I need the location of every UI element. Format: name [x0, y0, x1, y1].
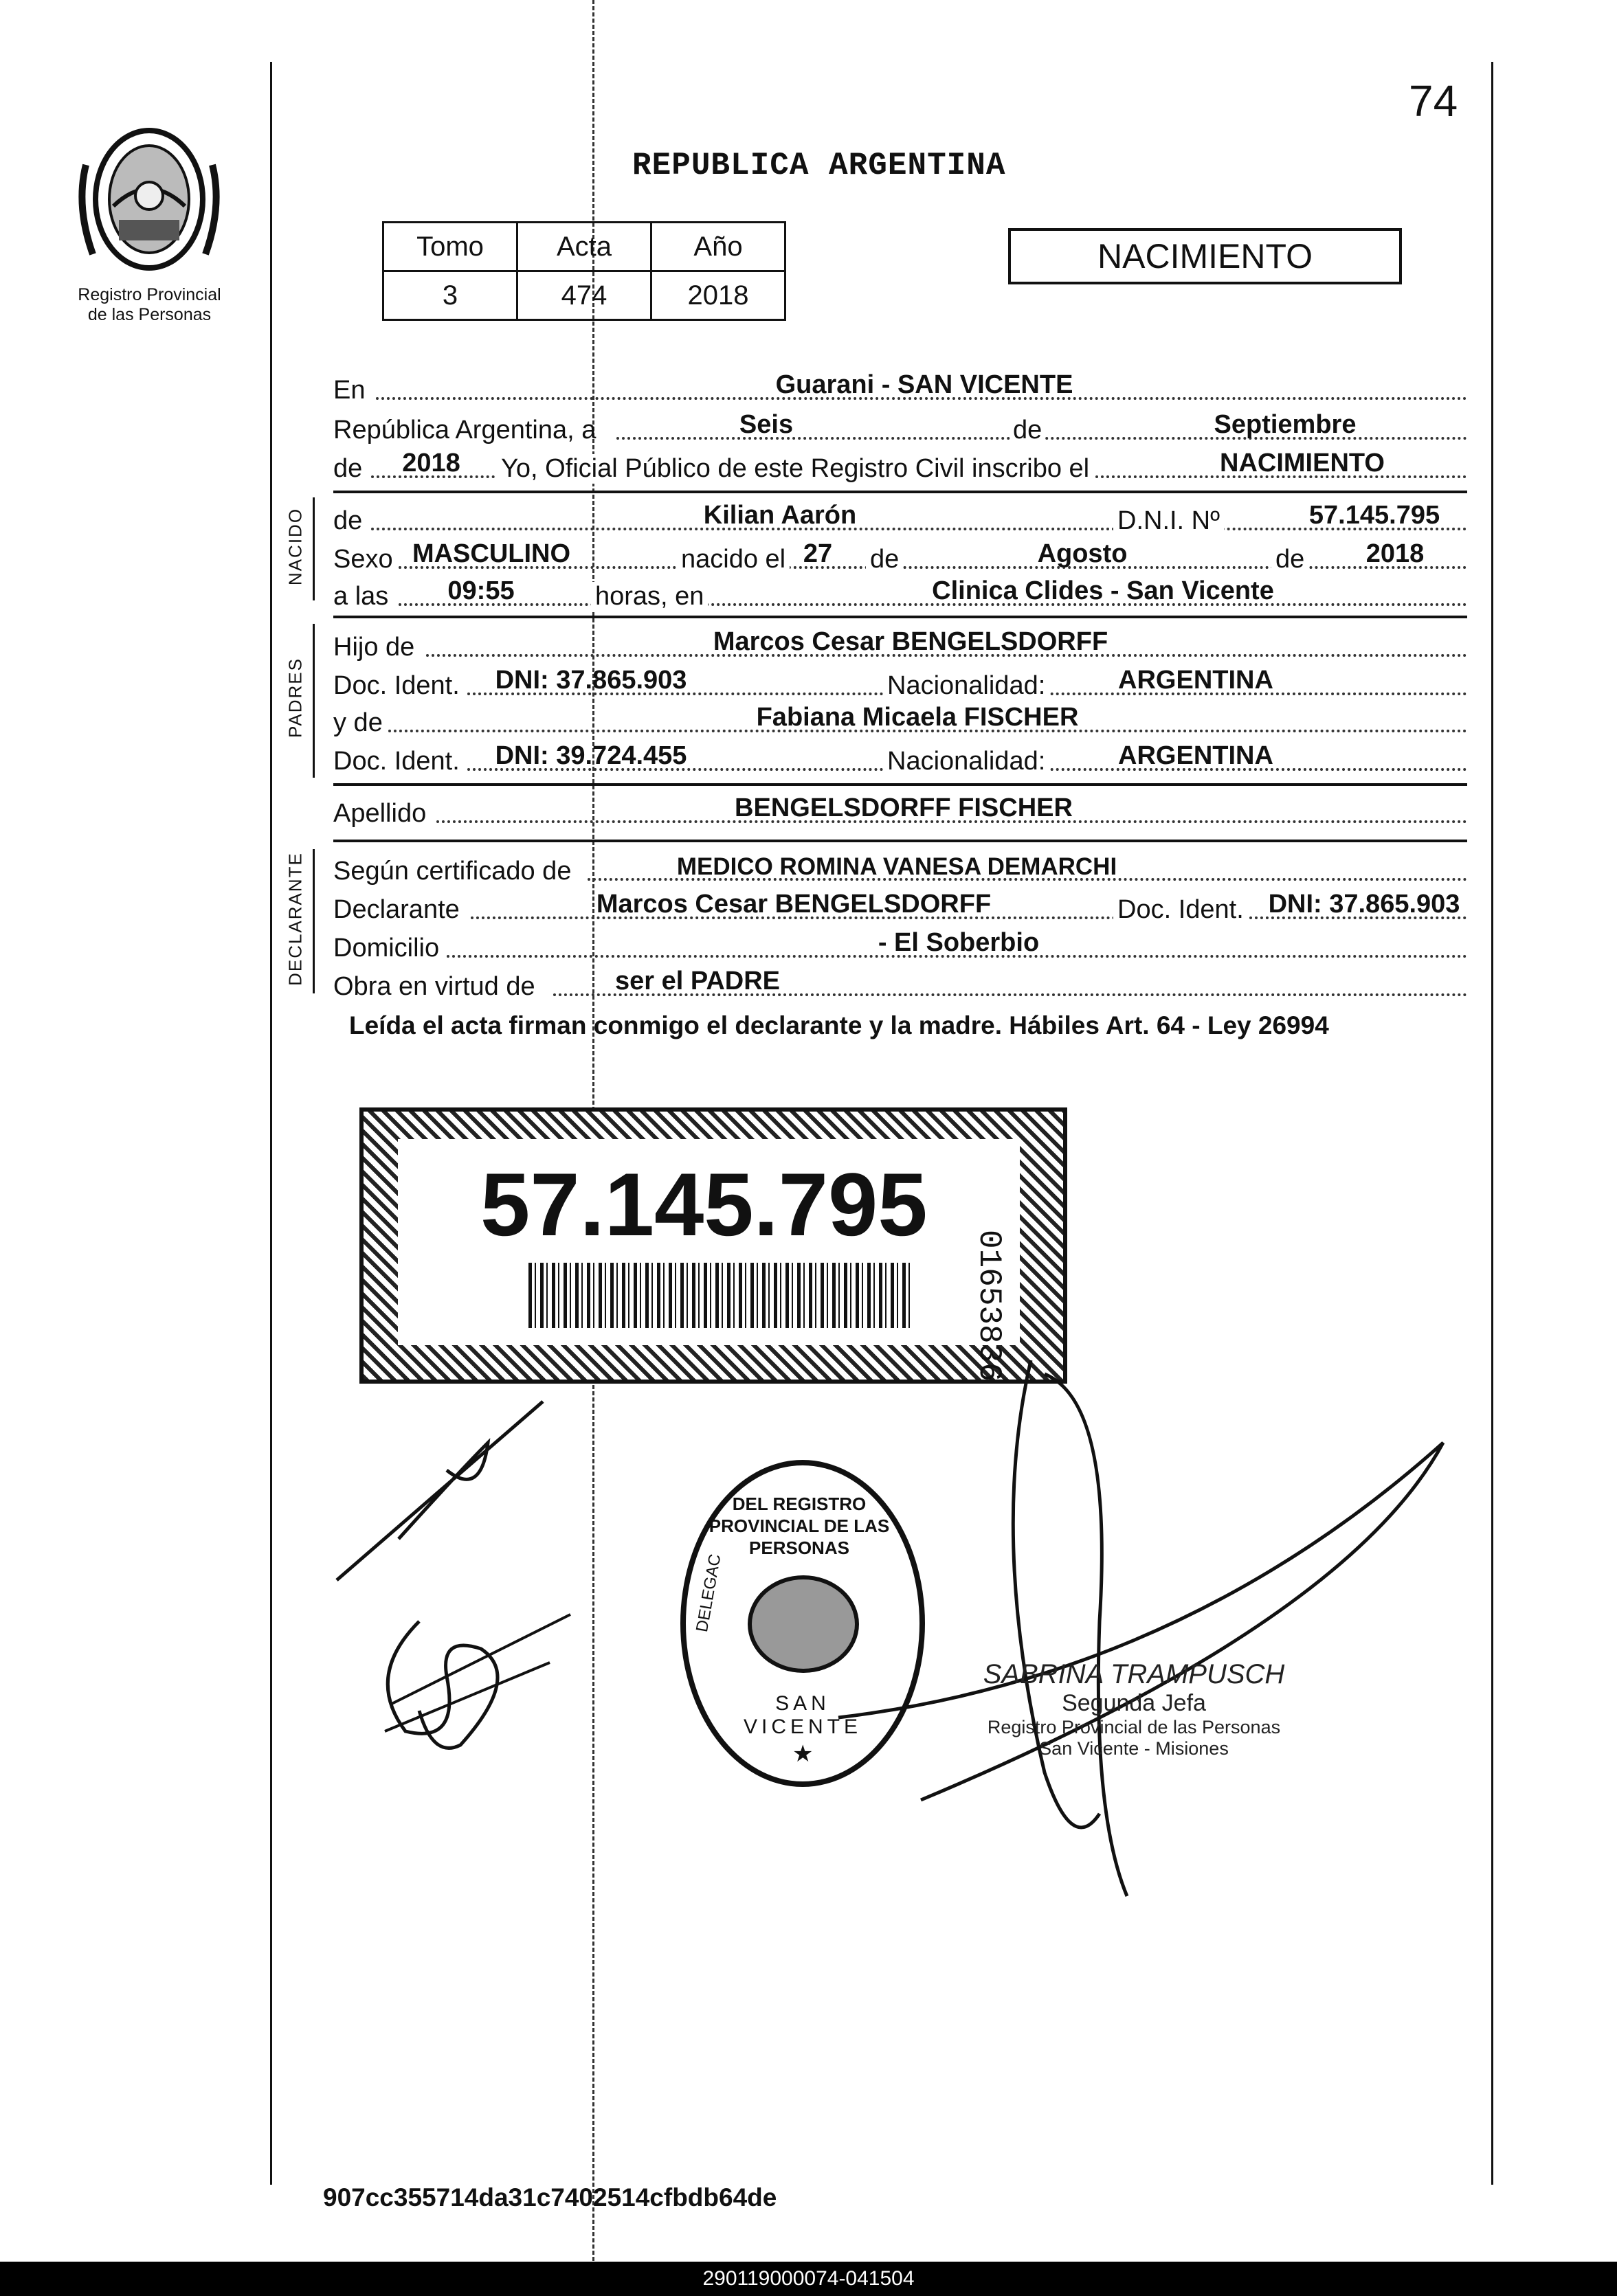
line-nombre [333, 496, 1467, 536]
a-las-label: a las [333, 582, 389, 611]
line-obra [333, 962, 1467, 1002]
line-apellido [333, 789, 1467, 829]
section-rule [333, 616, 1467, 618]
line-declarante [333, 885, 1467, 925]
line-certificado [333, 846, 1467, 886]
seal-star-icon: ★ [792, 1741, 814, 1767]
de-label: de [866, 545, 903, 574]
republica-label: República Argentina, a [333, 416, 596, 444]
dni-label: D.N.I. Nº [1113, 506, 1224, 536]
line-sexo [333, 534, 1467, 574]
line-en [333, 365, 1467, 405]
left-margin-line [270, 62, 272, 2185]
footer-code: 290119000074-041504 [0, 2262, 1617, 2296]
tipo-value: NACIMIENTO [1220, 449, 1385, 477]
hora-value: 09:55 [447, 576, 515, 605]
declarante-sidebar [313, 849, 315, 993]
nombre-value: Kilian Aarón [703, 501, 857, 530]
nacido-section-label: NACIDO [285, 507, 306, 586]
seal-emblem-icon [748, 1575, 859, 1673]
line-hijo-de [333, 622, 1467, 662]
sexo-label: Sexo [333, 545, 393, 574]
seal-center-text: SAN VICENTE [743, 1692, 862, 1738]
decl-doc-value: DNI: 37.865.903 [1268, 890, 1460, 919]
logo-caption-1: Registro Provincial [78, 285, 221, 304]
padre-doc-value: DNI: 37.865.903 [495, 666, 687, 695]
line-domicilio [333, 923, 1467, 963]
cert-label: Según certificado de [333, 857, 572, 886]
dia-value: 27 [803, 539, 833, 568]
obra-label: Obra en virtud de [333, 972, 535, 1001]
line-hora [333, 572, 1467, 611]
dom-value: - El Soberbio [878, 928, 1040, 957]
acta-header: Acta [517, 223, 651, 271]
record-table [382, 221, 786, 321]
lugar-value: Clinica Clides - San Vicente [932, 576, 1274, 605]
mes-value: Septiembre [1214, 410, 1357, 439]
anio-value: 2018 [402, 449, 460, 477]
en-label: En [333, 376, 366, 405]
section-rule [333, 840, 1467, 842]
apellido-value: BENGELSDORFF FISCHER [735, 794, 1073, 822]
dni-value: 57.145.795 [1308, 501, 1440, 530]
closing-text: Leída el acta firman conmigo el declarante y la madre. Hábiles Art. 64 - Ley 26994 [349, 1011, 1329, 1039]
tomo-header: Tomo [383, 223, 517, 271]
decl-label: Declarante [333, 895, 460, 924]
cert-value: MEDICO ROMINA VANESA DEMARCHI [676, 853, 1117, 880]
id-number: 57.145.795 [480, 1154, 928, 1254]
de-label: de [333, 506, 363, 535]
seal-left-text: DELEGAC [693, 1553, 725, 1634]
dia-value: Seis [739, 410, 794, 439]
mes-value: Agosto [1037, 539, 1128, 568]
madre-nac-value: ARGENTINA [1118, 741, 1273, 770]
padres-sidebar [313, 624, 315, 778]
madre-doc-value: DNI: 39.724.455 [495, 741, 687, 770]
sexo-value: MASCULINO [412, 539, 571, 568]
official-role: Segunda Jefa [1062, 1690, 1206, 1716]
seal-ring-text: DEL REGISTRO PROVINCIAL DE LAS PERSONAS [709, 1494, 890, 1558]
de-label: de [1271, 545, 1308, 574]
section-rule [333, 491, 1467, 493]
record-type-box: NACIMIENTO [1008, 228, 1402, 284]
line-inscribo [333, 444, 1467, 484]
registry-logo [65, 124, 234, 325]
padres-section-label: PADRES [285, 657, 306, 738]
padre-value: Marcos Cesar BENGELSDORFF [713, 627, 1108, 656]
nac-label: Nacionalidad: [883, 747, 1049, 776]
decl-value: Marcos Cesar BENGELSDORFF [596, 890, 992, 919]
official-place: San Vicente - Misiones [1039, 1738, 1229, 1759]
id-serial: 01653836 [971, 1230, 1007, 1382]
dom-label: Domicilio [333, 934, 440, 963]
nacido-el-label: nacido el [677, 545, 790, 574]
provincia-misiones-emblem-icon [65, 124, 234, 282]
line-republica [333, 405, 1467, 445]
barcode [528, 1263, 913, 1328]
document-title: REPUBLICA ARGENTINA [632, 148, 1006, 183]
line-madre-doc [333, 736, 1467, 776]
anio-value: 2018 [1365, 539, 1425, 568]
inscribo-text: Yo, Oficial Público de este Registro Civil inscribo el [497, 454, 1093, 484]
obra-value: ser el PADRE [614, 967, 781, 995]
id-label-inner [398, 1139, 1020, 1345]
doc-label: Doc. Ident. [1113, 895, 1248, 925]
acta-value: 474 [517, 271, 651, 320]
doc-label: Doc. Ident. [333, 747, 460, 776]
nacido-sidebar [313, 497, 315, 600]
padre-nac-value: ARGENTINA [1118, 666, 1273, 695]
horas-en-label: horas, en [591, 582, 708, 611]
y-de-label: y de [333, 708, 383, 737]
official-org: Registro Provincial de las Personas [987, 1717, 1281, 1737]
line-y-de [333, 698, 1467, 738]
tomo-value: 3 [383, 271, 517, 320]
official-name: SABRINA TRAMPUSCH [983, 1659, 1285, 1689]
registry-seal [680, 1460, 925, 1787]
hijo-de-label: Hijo de [333, 633, 415, 662]
declarant-signature-icon [323, 1388, 612, 1772]
de-label: de [333, 454, 363, 483]
section-rule [333, 783, 1467, 786]
anio-value: 2018 [651, 271, 785, 320]
apellido-label: Apellido [333, 799, 427, 828]
en-value: Guarani - SAN VICENTE [775, 370, 1073, 399]
logo-caption-2: de las Personas [87, 305, 212, 324]
anio-header: Año [651, 223, 785, 271]
right-margin-line [1491, 62, 1493, 2185]
line-padre-doc [333, 661, 1467, 701]
doc-label: Doc. Ident. [333, 671, 460, 700]
de-label: de [1010, 416, 1045, 445]
official-stamp [979, 1659, 1289, 1759]
nac-label: Nacionalidad: [883, 671, 1049, 701]
madre-value: Fabiana Micaela FISCHER [756, 703, 1079, 732]
page-number: 74 [1409, 76, 1458, 126]
declarante-section-label: DECLARANTE [285, 852, 306, 986]
document-hash: 907cc355714da31c7402514cfbdb64de [323, 2183, 777, 2211]
